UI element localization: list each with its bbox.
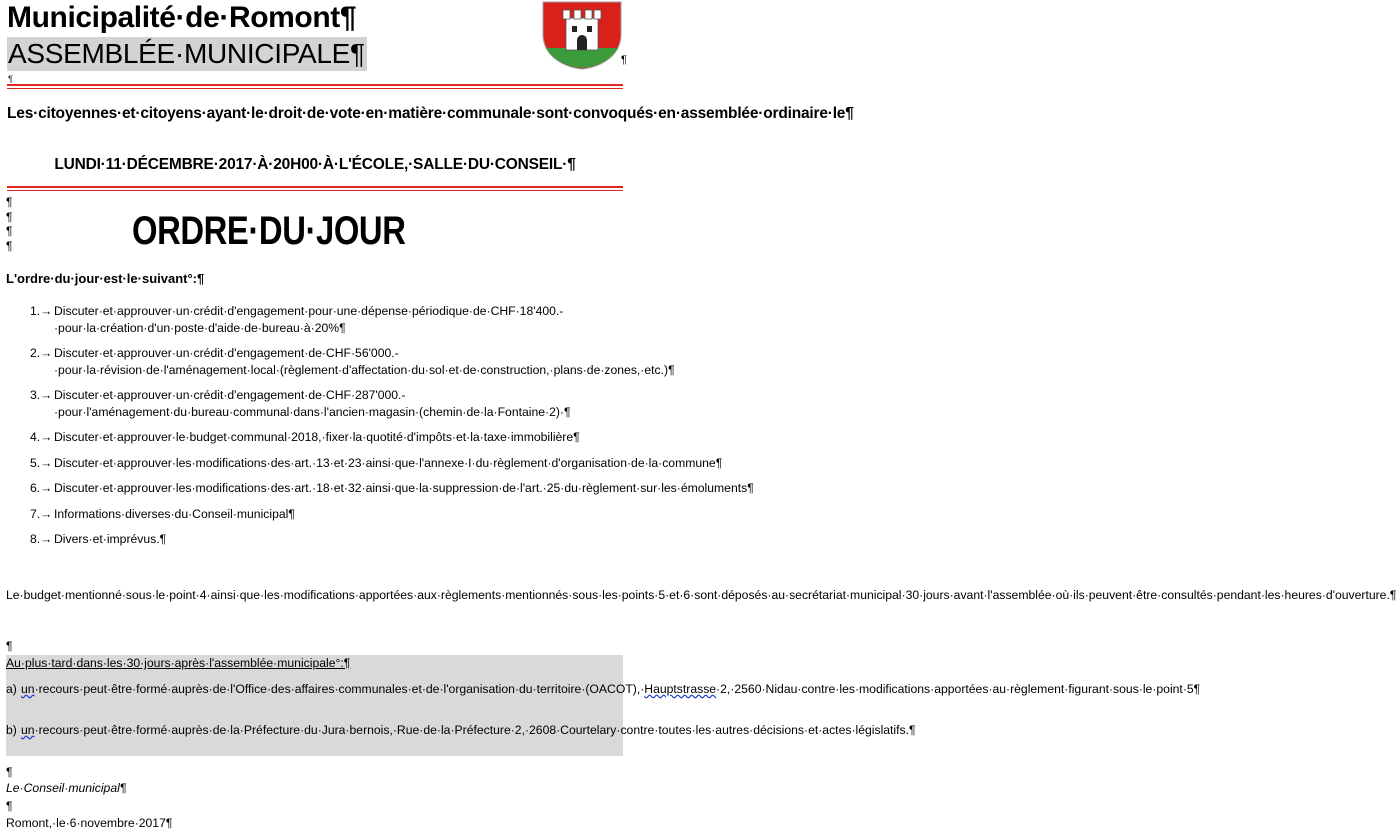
red-rule bbox=[7, 84, 623, 86]
agenda-item bbox=[30, 345, 675, 378]
appeal-a-label: a) bbox=[6, 682, 17, 696]
item-number: 8.→ bbox=[30, 532, 53, 546]
item-text: Informations·diverses·du·Conseil·municipal¶ bbox=[54, 506, 295, 521]
item-number: 7.→ bbox=[30, 506, 53, 521]
agenda-heading: ORDRE·DU·JOUR bbox=[132, 209, 406, 253]
appeal-heading: Au·plus·tard·dans·les·30·jours·après·l'assemblée·municipale°:¶ bbox=[6, 656, 351, 670]
signature: Le·Conseil·municipal¶ bbox=[6, 781, 127, 795]
item-text: Discuter·et·approuver·les·modifications·des·art.·13·et·23·ainsi·que·l'annexe·I·du·règlement·d'organisation·de·la·commune¶ bbox=[54, 455, 723, 470]
agenda-item bbox=[30, 531, 623, 548]
red-rule bbox=[7, 88, 623, 89]
agenda-item bbox=[30, 455, 723, 472]
agenda-list bbox=[30, 303, 754, 557]
assembly-subtitle: ASSEMBLÉE·MUNICIPALE¶ bbox=[8, 38, 365, 69]
red-rule bbox=[7, 186, 623, 188]
convocation-text: Les·citoyennes·et·citoyens·ayant·le·droit·de·vote·en·matière·communale·sont·convoqués·en·assemblée·ordinaire·le¶ bbox=[7, 105, 854, 122]
agenda-item bbox=[30, 480, 754, 497]
pilcrow: ¶ bbox=[6, 195, 13, 209]
item-number: 2.→ bbox=[30, 346, 53, 360]
item-number: 6.→ bbox=[30, 481, 53, 495]
item-number: 3.→ bbox=[30, 388, 53, 402]
side-pilcrow: ¶ bbox=[621, 54, 627, 66]
appeal-a-rest: ·2,·2560·Nidau·contre·les·modifications·apportées·au·règlement·figurant·sous·le·point·5¶ bbox=[716, 682, 1201, 696]
pilcrow: ¶ bbox=[6, 765, 13, 779]
pilcrow: ¶ bbox=[6, 224, 13, 238]
pilcrow: ¶ bbox=[6, 238, 13, 253]
pilcrow: ¶ bbox=[6, 209, 13, 224]
agenda-intro: L'ordre·du·jour·est·le·suivant°:¶ bbox=[6, 271, 205, 286]
agenda-item bbox=[30, 506, 623, 523]
place-date: Romont,·le·6·novembre·2017¶ bbox=[6, 816, 173, 830]
agenda-item bbox=[30, 387, 623, 420]
crest-pilcrow: ¶ bbox=[8, 74, 13, 84]
agenda-item bbox=[30, 303, 623, 336]
spellcheck-word: un bbox=[21, 723, 35, 737]
romont-crest-icon bbox=[541, 0, 623, 70]
pilcrow: ¶ bbox=[6, 639, 13, 653]
item-text: Discuter·et·approuver·les·modifications·des·art.·18·et·32·ainsi·que·la·suppression·de·l'art.·25·du·règlement·sur·les·émoluments¶ bbox=[54, 481, 754, 495]
appeal-a-text bbox=[21, 681, 1201, 698]
item-text: Discuter·et·approuver·le·budget·communal·2018,·fixer·la·quotité·d'impôts·et·la·taxe·immobilière¶ bbox=[54, 430, 580, 444]
item-text: Divers·et·imprévus.¶ bbox=[54, 532, 167, 546]
item-text: Discuter·et·approuver·un·crédit·d'engagement·de·CHF·287'000.-·pour·l'aménagement·du·bureau·communal·dans·l'ancien·magasin·(chemin·de·la·Fontaine·2)·¶ bbox=[54, 388, 571, 419]
pilcrow: ¶ bbox=[6, 799, 13, 813]
empty-paragraph-marks bbox=[6, 195, 12, 253]
spellcheck-word: Hauptstrasse bbox=[644, 682, 717, 696]
appeal-a-body: ·recours·peut·être·formé·auprès·de·l'Office·des·affaires·communales·et·de·l'organisation·du·territoire·(OACOT),· bbox=[34, 682, 645, 696]
assembly-date: LUNDI·11·DÉCEMBRE·2017·À·20H00·À·L'ÉCOLE,·SALLE·DU·CONSEIL·¶ bbox=[54, 156, 576, 173]
agenda-item bbox=[30, 429, 623, 446]
spellcheck-word: un bbox=[21, 682, 35, 696]
red-rule bbox=[7, 190, 623, 191]
appeal-b bbox=[6, 722, 916, 739]
item-number: 4.→ bbox=[30, 430, 53, 444]
budget-note: Le·budget·mentionné·sous·le·point·4·ainsi·que·les·modifications·apportées·aux·règlements·mentionnés·sous·les·points·5·et·6·sont·déposés·au·secrétariat·municipal·30·jours·avant·l'assemblée·où·ils·peuvent·être·consultés·pendant·les·heures·d'ouverture.¶ bbox=[6, 588, 1396, 602]
appeal-a bbox=[6, 681, 1201, 698]
appeal-b-body: ·recours·peut·être·formé·auprès·de·la·Préfecture·du·Jura·bernois,·Rue·de·la·Préfecture·2,·2608·Courtelary·contre·toutes·les·autres·décisions·et·actes·législatifs.¶ bbox=[34, 723, 916, 737]
appeal-b-label: b) bbox=[6, 723, 17, 737]
item-number: 5.→ bbox=[30, 455, 53, 470]
item-text: Discuter·et·approuver·un·crédit·d'engagement·pour·une·dépense·périodique·de·CHF·18'400.-·pour·la·création·d'un·poste·d'aide·de·bureau·à·20%¶ bbox=[54, 304, 564, 335]
appeal-b-text bbox=[21, 722, 916, 739]
item-text: Discuter·et·approuver·un·crédit·d'engagement·de·CHF·56'000.-·pour·la·révision·de·l'aménagement·local·(règlement·d'affectation·du·sol·et·de·construction,·plans·de·zones,·etc.)¶ bbox=[54, 346, 675, 377]
item-number: 1.→ bbox=[30, 304, 53, 318]
municipality-title: Municipalité·de·Romont¶ bbox=[7, 1, 357, 34]
